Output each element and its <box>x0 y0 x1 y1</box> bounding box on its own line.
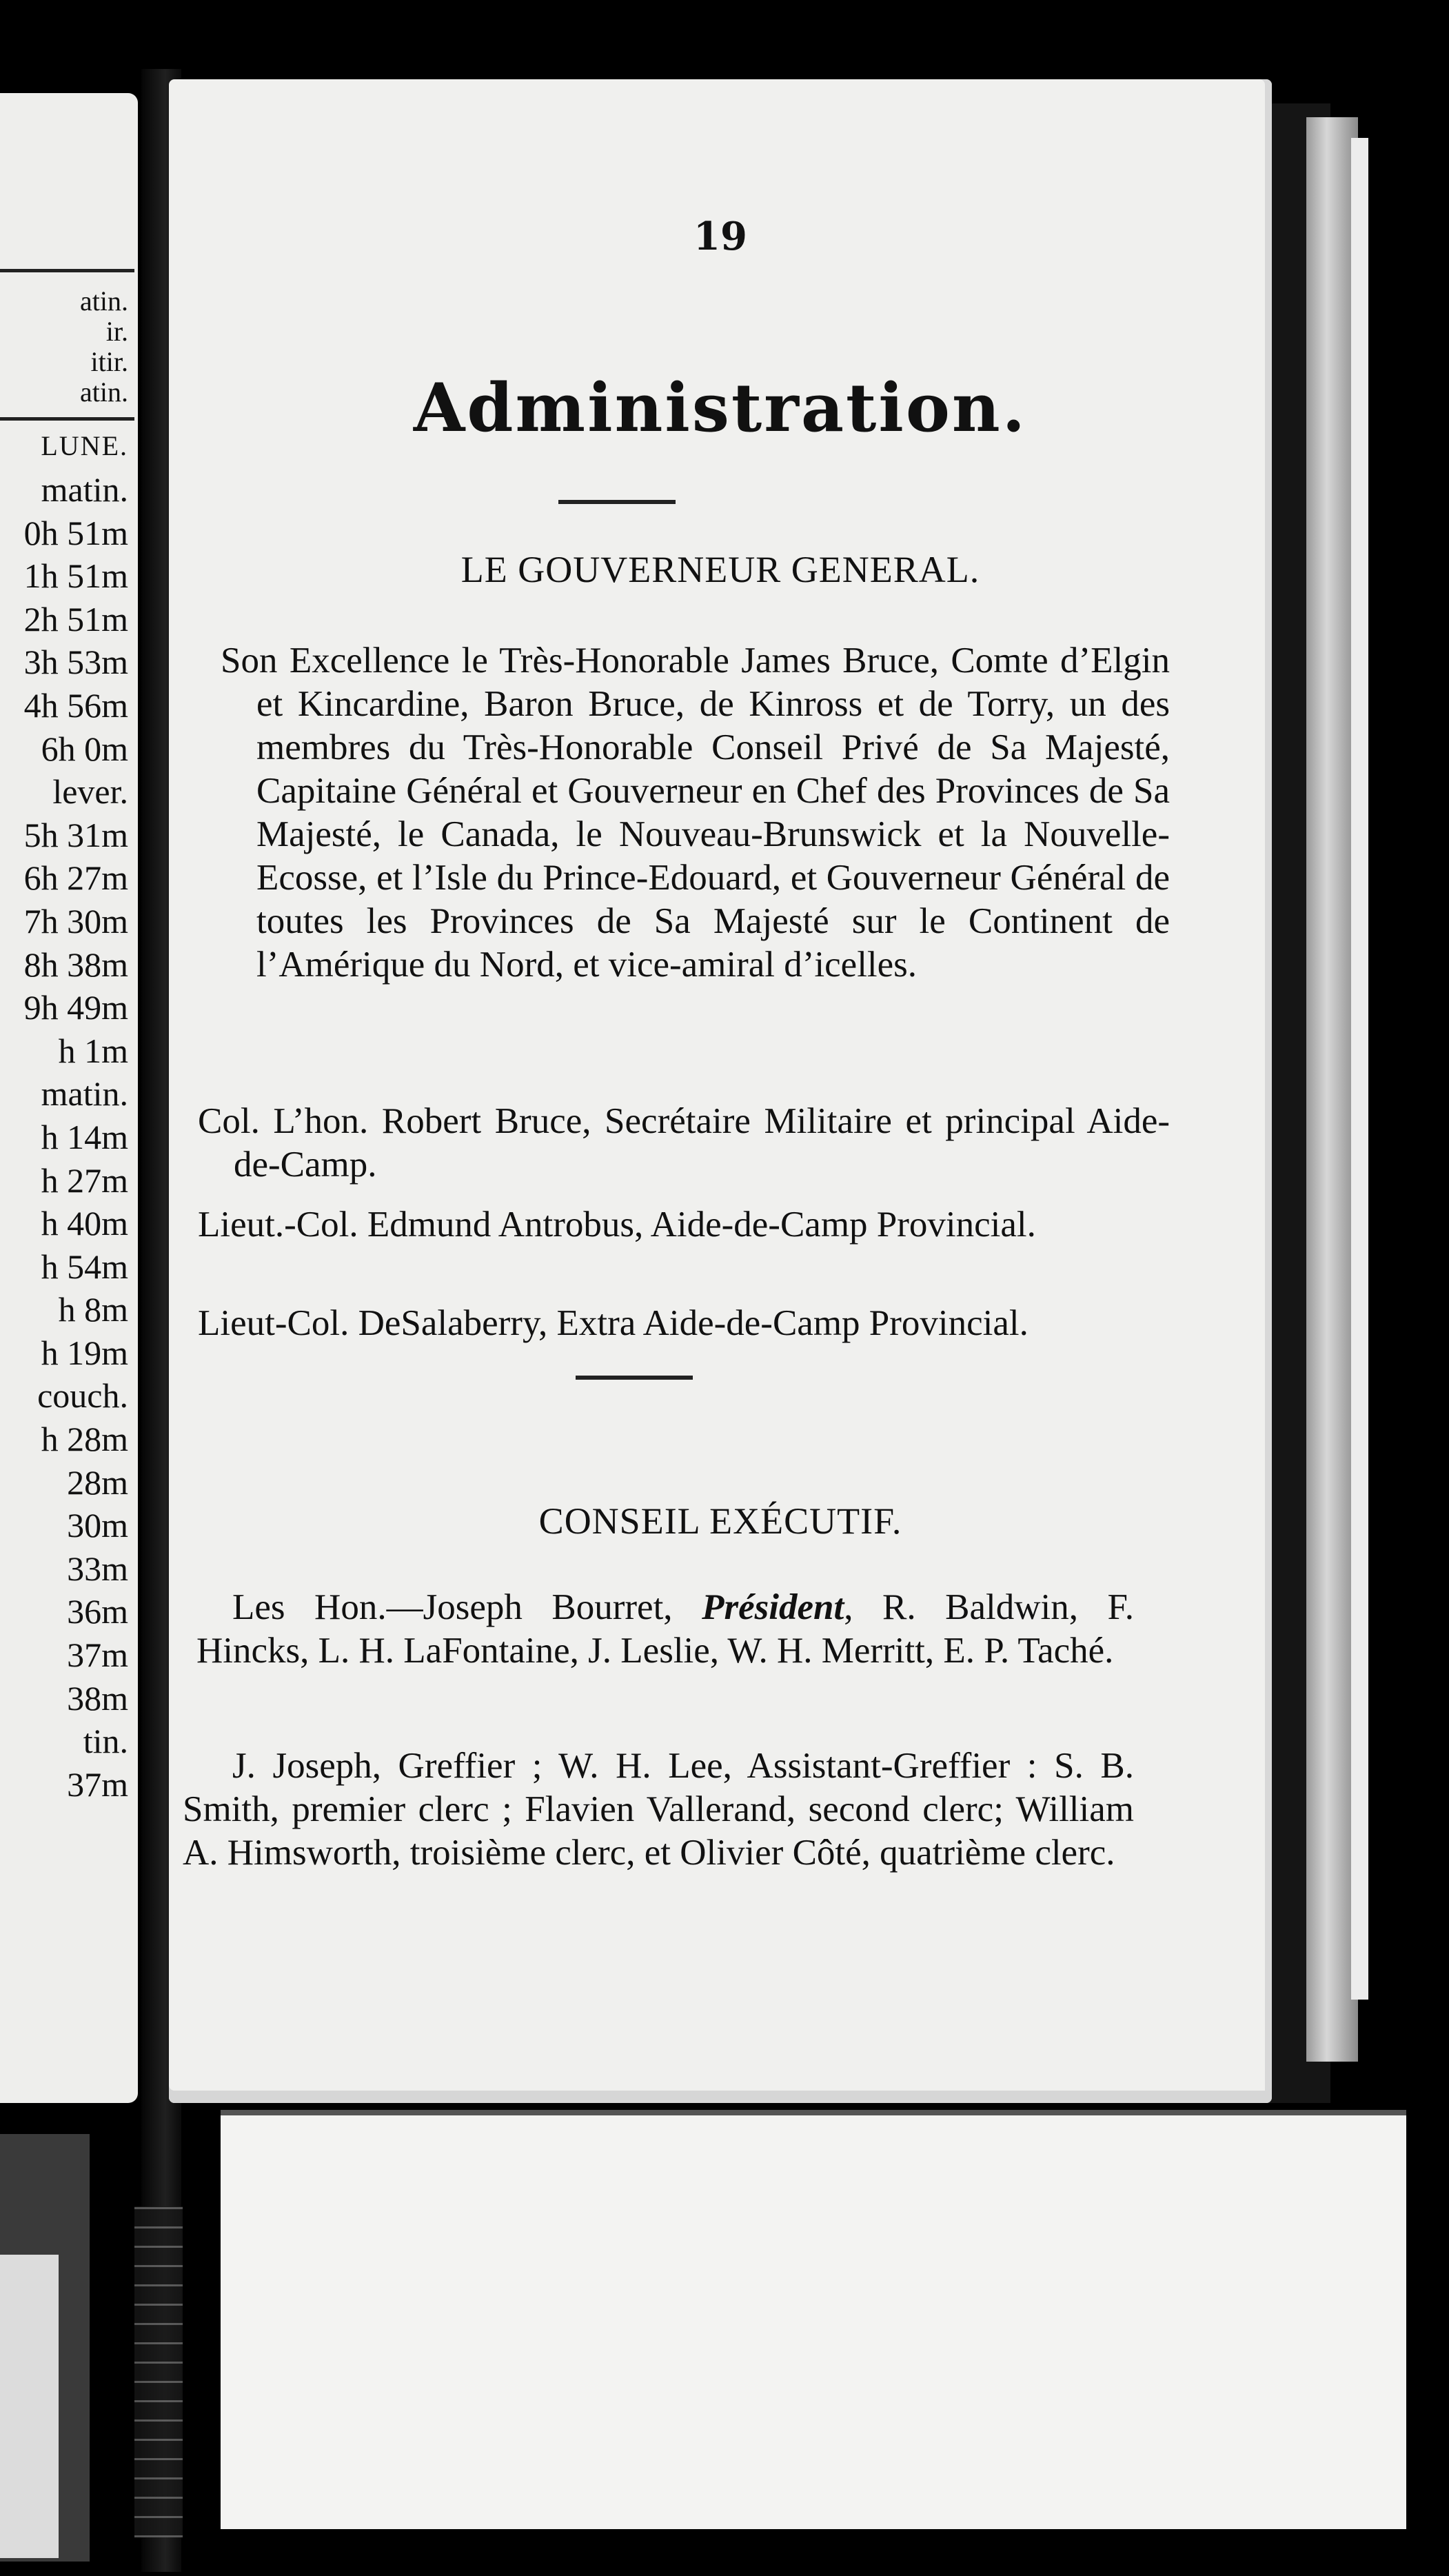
president-label: Président <box>702 1587 844 1627</box>
members-rest: , R. Baldwin, F. Hincks, L. H. LaFontaine, J. Leslie, W. H. Merritt, E. P. Taché. <box>196 1587 1134 1671</box>
left-row: h 40m <box>41 1204 128 1243</box>
title-divider <box>558 500 676 504</box>
left-row: 6h 0m <box>41 729 128 768</box>
left-column-header: LUNE. <box>41 430 128 461</box>
aide-entry: Col. L’hon. Robert Bruce, Secrétaire Militaire et principal Aide-de-Camp. <box>198 1101 1170 1185</box>
left-row: 6h 27m <box>23 858 128 898</box>
left-lower-page <box>0 2255 59 2558</box>
aide-entry: Lieut-Col. DeSalaberry, Extra Aide-de-Camp Provincial. <box>198 1303 1029 1343</box>
left-row: h 19m <box>41 1333 128 1372</box>
aide-entry: Lieut.-Col. Edmund Antrobus, Aide-de-Camp Provincial. <box>198 1205 1036 1245</box>
lower-page <box>221 2110 1406 2529</box>
left-row: 30m <box>67 1506 128 1545</box>
left-row: h 54m <box>41 1247 128 1286</box>
main-page <box>169 79 1272 2103</box>
left-row: 37m <box>67 1636 128 1675</box>
left-row: couch. <box>37 1376 128 1416</box>
left-row: tin. <box>83 1722 128 1761</box>
left-page-rule <box>0 269 134 272</box>
left-row: 33m <box>67 1549 128 1588</box>
right-page-edge <box>1306 117 1358 2062</box>
council-members <box>196 1586 1134 1673</box>
governor-intro: Son Excellence le Très-Honorable James Bruce, Comte d’Elgin et Kincardine, Baron Bruce, de Kinross et de Torry, un des membres du Très-Honorable Conseil Privé de Sa Majesté, Capitaine Général et Gouverneur en Chef des Provinces de Sa Majesté, le Canada, le Nouveau-Brunswick et la Nouvelle-Ecosse, et l’Isle du Prince-Edouard, et Gouverneur Général de toutes les Provinces de Sa Majesté sur le Continent de l’Amérique du Nord, et vice-amiral d’icelles. <box>221 641 1170 985</box>
left-top-line: ir. <box>105 316 128 347</box>
council-heading: CONSEIL EXÉCUTIF. <box>538 1500 902 1542</box>
left-page-column <box>0 286 128 407</box>
left-row: 7h 30m <box>23 901 128 940</box>
left-top-line: itir. <box>90 346 128 377</box>
left-row: 28m <box>67 1462 128 1502</box>
left-row: 1h 51m <box>23 556 128 596</box>
left-row: h 28m <box>41 1420 128 1459</box>
page-title: Administration. <box>413 369 1028 447</box>
left-row: 36m <box>67 1592 128 1631</box>
left-row: matin. <box>41 1074 128 1114</box>
left-top-line: atin. <box>80 376 128 407</box>
right-page-edge <box>1351 138 1368 2000</box>
council-clerks: J. Joseph, Greffier ; W. H. Lee, Assistant-Greffier : S. B. Smith, premier clerc ; Flavien Vallerand, second clerc; William A. Himsworth, troisième clerc, et Olivier Côté, quatrième clerc. <box>183 1746 1134 1873</box>
left-top-line: atin. <box>80 285 128 316</box>
left-row: h 14m <box>41 1117 128 1156</box>
page-number: 19 <box>693 214 747 259</box>
left-row: 9h 49m <box>23 988 128 1027</box>
left-row: h 27m <box>41 1160 128 1200</box>
left-row: 2h 51m <box>23 599 128 638</box>
spine-binding <box>134 2206 183 2537</box>
left-row: h 8m <box>58 1290 128 1329</box>
section-divider <box>576 1376 693 1380</box>
left-row: 38m <box>67 1678 128 1718</box>
left-row: matin. <box>41 470 128 509</box>
left-row: 37m <box>67 1764 128 1804</box>
left-row: 3h 53m <box>23 643 128 682</box>
left-facing-page <box>0 93 138 2103</box>
left-page-table <box>0 424 128 1806</box>
members-prefix: Les Hon.—Joseph Bourret, <box>232 1587 702 1627</box>
left-page-rule <box>0 417 134 421</box>
governor-heading: LE GOUVERNEUR GENERAL. <box>460 549 980 590</box>
left-row: 4h 56m <box>23 685 128 725</box>
left-row: lever. <box>52 772 128 812</box>
left-row: 0h 51m <box>23 513 128 552</box>
left-row: h 1m <box>58 1031 128 1070</box>
left-row: 5h 31m <box>23 815 128 854</box>
left-row: 8h 38m <box>23 945 128 984</box>
